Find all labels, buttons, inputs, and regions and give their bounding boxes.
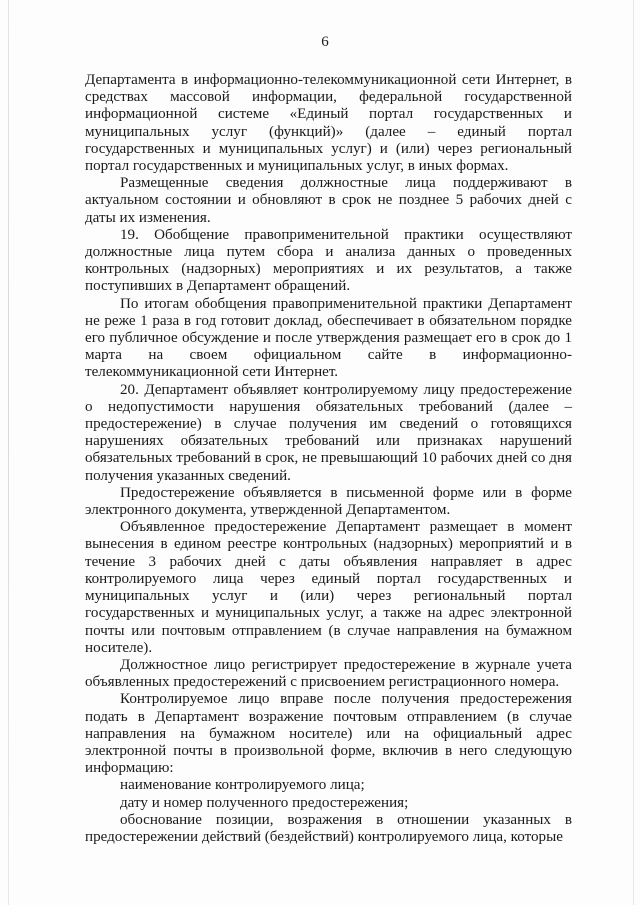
paragraph: Должностное лицо регистрирует предостережение в журнале учета объявленных предостережений с присвоением регистрационного номера.	[85, 656, 572, 691]
scan-edge-right	[633, 0, 634, 905]
paragraph: 20. Департамент объявляет контролируемому лицу предостережение о недопустимости нарушения обязательных требований (далее – предостережение) в случае получения им сведений о готовящихся нарушениях обязательных требований или признаках нарушений обязательных требований в срок, не превышающий 10 рабочих дней со дня получения указанных сведений.	[85, 381, 572, 484]
paragraph: По итогам обобщения правоприменительной практики Департамент не реже 1 раза в год готовит доклад, обеспечивает в обязательном порядке его публичное обсуждение и после утверждения размещает его в срок до 1 марта на своем официальном сайте в информационно-телекоммуникационной сети Интернет.	[85, 295, 572, 381]
list-item: дату и номер полученного предостережения;	[120, 794, 409, 811]
paragraph: Размещенные сведения должностные лица поддерживают в актуальном состоянии и обновляют в срок не позднее 5 рабочих дней с даты их изменения.	[85, 175, 572, 226]
paragraph: 19. Обобщение правоприменительной практики осуществляют должностные лица путем сбора и анализа данных о проведенных контрольных (надзорных) мероприятиях и их результатов, а также поступивших в Департамент обращений.	[85, 226, 572, 295]
document-body	[85, 72, 572, 846]
paragraph: Предостережение объявляется в письменной форме или в форме электронного документа, утвержденной Департаментом.	[85, 484, 572, 519]
paragraph: Объявленное предостережение Департамент размещает в момент вынесения в едином реестре контрольных (надзорных) мероприятий и в течение 3 рабочих дней с даты объявления направляет в адрес контролируемого лица через единый портал государственных и муниципальных услуг и (или) через региональный портал государственных и муниципальных услуг, а также на адрес электронной почты или почтовым отправлением (в случае направления на бумажном носителе).	[85, 519, 572, 656]
paragraph: Департамента в информационно-телекоммуникационной сети Интернет, в средствах массовой информации, федеральной государственной информационной системе «Единый портал государственных и муниципальных услуг (функций)» (далее – единый портал государственных и муниципальных услуг) и (или) через региональный портал государственных и муниципальных услуг, в иных формах.	[85, 72, 572, 175]
paragraph: Контролируемое лицо вправе после получения предостережения подать в Департамент возражение почтовым отправлением (в случае направления на бумажном носителе) или на официальный адрес электронной почты в произвольной форме, включив в него следующую информацию:	[85, 691, 572, 777]
page-number: 6	[321, 34, 329, 50]
list-item: наименование контролируемого лица;	[120, 777, 365, 794]
list-item: обоснование позиции, возражения в отношении указанных в предостережении действий (бездействий) контролируемого лица, которые	[85, 811, 572, 845]
scan-edge-left	[8, 0, 9, 905]
